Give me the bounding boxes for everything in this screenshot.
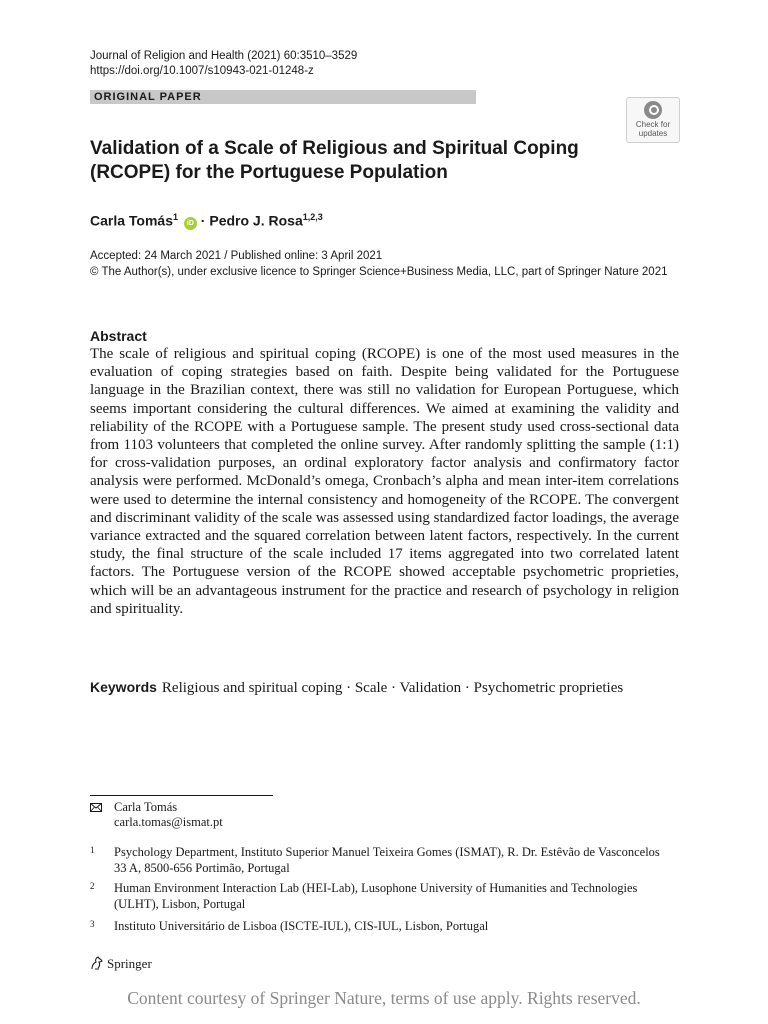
corresponding-author-name: Carla Tomás (114, 800, 178, 814)
publisher-logo (90, 955, 152, 973)
check-updates-icon (644, 101, 662, 119)
keywords-section (90, 678, 679, 697)
check-for-updates-badge[interactable] (626, 97, 680, 143)
author-name[interactable]: Pedro J. Rosa (209, 212, 303, 229)
copyright-notice: © The Author(s), under exclusive licence to Springer Science+Business Media, LLC, part of Springer Nature 2021 (90, 266, 668, 278)
corresponding-author-email[interactable]: carla.tomas@ismat.pt (114, 815, 223, 829)
abstract-text: The scale of religious and spiritual coping (RCOPE) is one of the most used measures in the evaluation of coping strategies based on faith. Despite being validated for the Portuguese language in the Brazilian context, there was still no validation for European Portuguese, which seems important considering the cultural differences. We aimed at examining the validity and reliability of the RCOPE with a Portuguese sample. The present study used cross-sectional data from 1103 volunteers that completed the online survey. After randomly splitting the sample (1:1) for cross-validation purposes, an ordinal exploratory factor analysis and confirmatory factor analysis were performed. McDonald’s omega, Cronbach’s alpha and mean inter-item correlations were used to determine the internal consistency and homogeneity of the RCOPE. The convergent and discriminant validity of the scale was assessed using standardized factor loadings, the average variance extracted and the squared correlation between latent factors, respectively. In the current study, the final structure of the scale included 17 items aggregated into two correlated latent factors. The Portuguese version of the RCOPE showed acceptable psychometric proprieties, which will be an advantageous instrument for the practice and research of psychology in religion and spirituality. (90, 346, 679, 617)
keywords-heading: Keywords (90, 679, 157, 695)
paper-type-banner (90, 90, 476, 104)
author-name[interactable]: Carla Tomás (90, 212, 173, 229)
courtesy-notice: Content courtesy of Springer Nature, terms of use apply. Rights reserved. (127, 988, 641, 1008)
publication-dates: Accepted: 24 March 2021 / Published online: 3 April 2021 (90, 250, 383, 262)
keywords-text: Religious and spiritual coping · Scale · Validation · Psychometric proprieties (161, 680, 624, 696)
paper-title: Validation of a Scale of Religious and Spiritual Coping (RCOPE) for the Portuguese Population (90, 138, 579, 183)
author-list (90, 207, 323, 231)
affiliation-text: Human Environment Interaction Lab (HEI-Lab), Lusophone University of Humanities and Technologies (ULHT), Lisbon, Portugal (114, 881, 638, 911)
affiliation-mark: 1 (90, 845, 95, 855)
author-affiliation-mark: 1,2,3 (302, 212, 323, 222)
author-affiliation-mark: 1 (173, 212, 179, 222)
author-separator: · (196, 212, 210, 229)
affiliation-text: Psychology Department, Instituto Superior Manuel Teixeira Gomes (ISMAT), R. Dr. Estêvão de Vasconcelos 33 A, 8500-656 Portimão, Portugal (114, 845, 660, 875)
envelope-icon[interactable] (90, 803, 102, 812)
orcid-icon[interactable]: iD (184, 217, 197, 230)
journal-citation: Journal of Religion and Health (2021) 60:3510–3529 (90, 50, 358, 62)
footnote-divider (90, 795, 273, 796)
doi-link[interactable]: https://doi.org/10.1007/s10943-021-01248-z (90, 65, 314, 77)
publisher-name: Springer (107, 956, 152, 971)
affiliation-mark: 3 (90, 919, 95, 929)
affiliation-text: Instituto Universitário de Lisboa (ISCTE-IUL), CIS-IUL, Lisbon, Portugal (114, 919, 489, 933)
affiliation-mark: 2 (90, 881, 95, 891)
abstract-heading: Abstract (90, 328, 147, 344)
check-updates-text: Check for updates (635, 120, 671, 138)
paper-type-label: ORIGINAL PAPER (94, 91, 202, 103)
springer-horse-icon (90, 956, 104, 970)
